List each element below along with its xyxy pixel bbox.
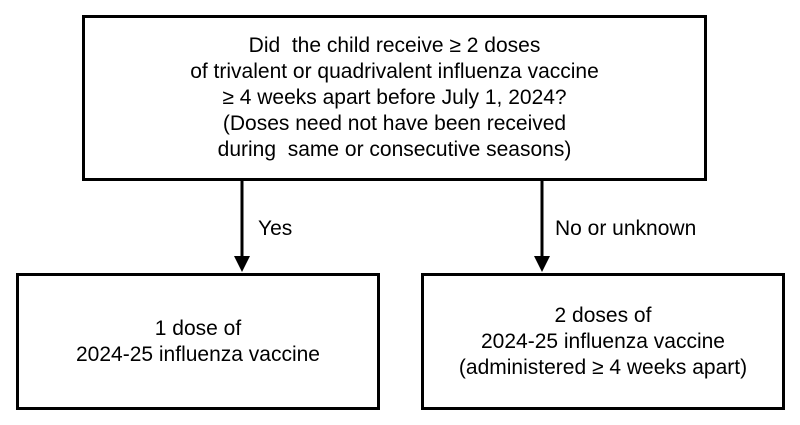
question-box xyxy=(82,15,707,181)
question-line-3: ≥ 4 weeks apart before July 1, 2024? xyxy=(222,86,567,109)
yes-arrowhead xyxy=(234,256,250,272)
yes-outcome-line-1: 1 dose of xyxy=(154,316,242,340)
no-outcome-line-3: (administered ≥ 4 weeks apart) xyxy=(458,355,748,379)
no-edge-label: No or unknown xyxy=(555,217,697,240)
yes-edge-label: Yes xyxy=(258,217,293,240)
question-line-1: Did the child receive ≥ 2 doses xyxy=(248,34,541,57)
no-arrowhead xyxy=(534,256,550,272)
question-line-2: of trivalent or quadrivalent influenza vaccine xyxy=(190,60,599,83)
yes-outcome-line-2: 2024-25 influenza vaccine xyxy=(75,342,320,366)
question-line-4: (Doses need not have been received xyxy=(222,112,567,135)
no-outcome-box xyxy=(421,273,785,410)
no-outcome-line-2: 2024-25 influenza vaccine xyxy=(480,329,725,353)
question-line-5: during same or consecutive seasons) xyxy=(217,138,572,161)
yes-outcome-box xyxy=(16,273,380,410)
no-outcome-line-1: 2 doses of xyxy=(554,303,652,327)
